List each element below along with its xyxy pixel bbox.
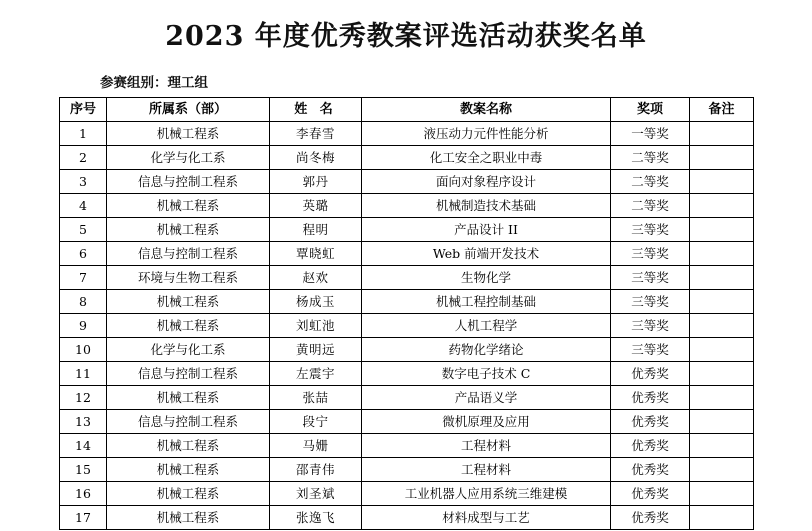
cell-dept: 机械工程系 (107, 194, 270, 218)
cell-plan: 材料成型与工艺 (362, 506, 611, 530)
table-row (60, 458, 754, 482)
cell-name: 邵青伟 (270, 458, 362, 482)
cell-plan: Web 前端开发技术 (362, 242, 611, 266)
table-row (60, 482, 754, 506)
cell-no: 9 (60, 314, 107, 338)
cell-remark (690, 194, 754, 218)
award-table (59, 97, 754, 530)
cell-plan: 化工安全之职业中毒 (362, 146, 611, 170)
cell-name: 张逸飞 (270, 506, 362, 530)
document-page (0, 14, 812, 531)
cell-no: 15 (60, 458, 107, 482)
cell-name: 马姗 (270, 434, 362, 458)
cell-name: 刘虹池 (270, 314, 362, 338)
group-label: 参赛组别：理工组 (100, 75, 208, 91)
table-row (60, 314, 754, 338)
cell-dept: 机械工程系 (107, 434, 270, 458)
cell-no: 11 (60, 362, 107, 386)
cell-name: 张喆 (270, 386, 362, 410)
cell-plan: 工程材料 (362, 458, 611, 482)
cell-plan: 液压动力元件性能分析 (362, 122, 611, 146)
cell-award: 三等奖 (611, 314, 690, 338)
table-row (60, 266, 754, 290)
cell-award: 二等奖 (611, 170, 690, 194)
cell-no: 13 (60, 410, 107, 434)
cell-plan: 产品设计 II (362, 218, 611, 242)
cell-name: 覃晓虹 (270, 242, 362, 266)
cell-plan: 机械制造技术基础 (362, 194, 611, 218)
cell-dept: 机械工程系 (107, 506, 270, 530)
cell-award: 三等奖 (611, 338, 690, 362)
cell-no: 10 (60, 338, 107, 362)
cell-dept: 信息与控制工程系 (107, 242, 270, 266)
cell-no: 8 (60, 290, 107, 314)
cell-award: 优秀奖 (611, 362, 690, 386)
cell-remark (690, 506, 754, 530)
table-body (60, 122, 754, 530)
cell-plan: 药物化学绪论 (362, 338, 611, 362)
cell-dept: 化学与化工系 (107, 338, 270, 362)
cell-dept: 机械工程系 (107, 122, 270, 146)
table-row (60, 218, 754, 242)
cell-dept: 信息与控制工程系 (107, 170, 270, 194)
table-row (60, 290, 754, 314)
cell-dept: 机械工程系 (107, 458, 270, 482)
column-header-plan: 教案名称 (362, 98, 611, 122)
cell-dept: 机械工程系 (107, 314, 270, 338)
cell-award: 三等奖 (611, 290, 690, 314)
cell-no: 2 (60, 146, 107, 170)
cell-plan: 工业机器人应用系统三维建模 (362, 482, 611, 506)
cell-dept: 环境与生物工程系 (107, 266, 270, 290)
cell-name: 杨成玉 (270, 290, 362, 314)
cell-award: 二等奖 (611, 146, 690, 170)
cell-no: 7 (60, 266, 107, 290)
cell-remark (690, 410, 754, 434)
cell-plan: 工程材料 (362, 434, 611, 458)
cell-plan: 面向对象程序设计 (362, 170, 611, 194)
cell-name: 刘圣斌 (270, 482, 362, 506)
cell-award: 一等奖 (611, 122, 690, 146)
cell-no: 1 (60, 122, 107, 146)
column-header-no: 序号 (60, 98, 107, 122)
cell-name: 李春雪 (270, 122, 362, 146)
cell-name: 郭丹 (270, 170, 362, 194)
cell-plan: 产品语义学 (362, 386, 611, 410)
cell-award: 三等奖 (611, 266, 690, 290)
cell-award: 优秀奖 (611, 386, 690, 410)
cell-no: 17 (60, 506, 107, 530)
table-row (60, 386, 754, 410)
cell-no: 5 (60, 218, 107, 242)
cell-no: 4 (60, 194, 107, 218)
cell-plan: 生物化学 (362, 266, 611, 290)
cell-name: 尚冬梅 (270, 146, 362, 170)
cell-name: 左震宇 (270, 362, 362, 386)
cell-no: 3 (60, 170, 107, 194)
cell-remark (690, 146, 754, 170)
cell-award: 优秀奖 (611, 506, 690, 530)
column-header-award: 奖项 (611, 98, 690, 122)
cell-award: 三等奖 (611, 218, 690, 242)
cell-dept: 信息与控制工程系 (107, 362, 270, 386)
table-row (60, 242, 754, 266)
award-table-container (0, 97, 812, 530)
cell-dept: 机械工程系 (107, 482, 270, 506)
cell-plan: 人机工程学 (362, 314, 611, 338)
cell-award: 优秀奖 (611, 410, 690, 434)
cell-name: 赵欢 (270, 266, 362, 290)
table-row (60, 146, 754, 170)
table-row (60, 434, 754, 458)
cell-dept: 机械工程系 (107, 290, 270, 314)
cell-dept: 化学与化工系 (107, 146, 270, 170)
cell-name: 黄明远 (270, 338, 362, 362)
table-row (60, 338, 754, 362)
cell-no: 12 (60, 386, 107, 410)
cell-remark (690, 266, 754, 290)
table-header-row (60, 98, 754, 122)
cell-remark (690, 338, 754, 362)
cell-award: 优秀奖 (611, 434, 690, 458)
table-row (60, 122, 754, 146)
cell-remark (690, 362, 754, 386)
table-row (60, 410, 754, 434)
cell-remark (690, 434, 754, 458)
cell-award: 二等奖 (611, 194, 690, 218)
table-row (60, 506, 754, 530)
cell-no: 16 (60, 482, 107, 506)
cell-no: 14 (60, 434, 107, 458)
table-row (60, 362, 754, 386)
cell-plan: 数字电子技术 C (362, 362, 611, 386)
cell-dept: 机械工程系 (107, 218, 270, 242)
cell-remark (690, 482, 754, 506)
column-header-name: 姓 名 (270, 98, 362, 122)
column-header-remark: 备注 (690, 98, 754, 122)
cell-dept: 信息与控制工程系 (107, 410, 270, 434)
cell-remark (690, 218, 754, 242)
cell-remark (690, 458, 754, 482)
cell-no: 6 (60, 242, 107, 266)
column-header-dept: 所属系（部） (107, 98, 270, 122)
cell-name: 程明 (270, 218, 362, 242)
cell-award: 三等奖 (611, 242, 690, 266)
cell-award: 优秀奖 (611, 458, 690, 482)
cell-remark (690, 290, 754, 314)
table-row (60, 170, 754, 194)
cell-remark (690, 314, 754, 338)
cell-award: 优秀奖 (611, 482, 690, 506)
cell-remark (690, 386, 754, 410)
cell-dept: 机械工程系 (107, 386, 270, 410)
table-row (60, 194, 754, 218)
cell-plan: 微机原理及应用 (362, 410, 611, 434)
cell-remark (690, 170, 754, 194)
page-title: 2023 年度优秀教案评选活动获奖名单 (165, 21, 647, 52)
cell-remark (690, 122, 754, 146)
cell-plan: 机械工程控制基础 (362, 290, 611, 314)
cell-name: 英璐 (270, 194, 362, 218)
cell-remark (690, 242, 754, 266)
cell-name: 段宁 (270, 410, 362, 434)
